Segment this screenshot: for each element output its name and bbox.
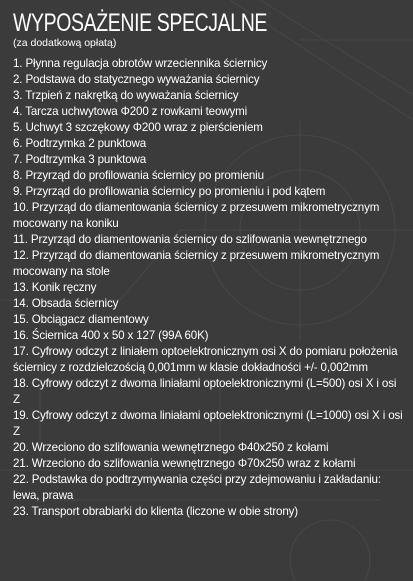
list-item: 9. Przyrząd do profilowania ściernicy po promieniu i pod kątem <box>13 185 326 198</box>
list-item: 14. Obsada ściernicy <box>13 297 119 310</box>
list-item: 2. Podstawa do statycznego wyważania ściernicy <box>13 73 260 86</box>
page-subtitle: (za dodatkową opłatą) <box>13 37 117 49</box>
list-item: 11. Przyrząd do diamentowania ściernicy do szlifowania wewnętrznego <box>13 233 367 246</box>
list-item: 22. Podstawka do podtrzymywania części przy zdejmowaniu i zakładaniu: lewa, prawa <box>13 473 381 502</box>
list-item: 6. Podtrzymka 2 punktowa <box>13 137 147 150</box>
list-item: 3. Trzpień z nakrętką do wyważania ściernicy <box>13 89 239 102</box>
list-item: 17. Cyfrowy odczyt z liniałem optoelektronicznym osi X do pomiaru położenia ściernicy z rozdzielczością 0,001mm w klasie dokładności +/- 0,002mm <box>13 345 398 374</box>
list-item: 12. Przyrząd do diamentowania ściernicy z przesuwem mikrometrycznym mocowany na stole <box>13 249 380 278</box>
list-item: 13. Konik ręczny <box>13 281 97 294</box>
list-item: 15. Obciągacz diamentowy <box>13 313 149 326</box>
list-item: 5. Uchwyt 3 szczękowy Φ200 wraz z pierścieniem <box>13 121 263 134</box>
list-item: 8. Przyrząd do profilowania ściernicy po promieniu <box>13 169 264 182</box>
equipment-list <box>13 56 403 520</box>
list-item: 23. Transport obrabiarki do klienta (liczone w obie strony) <box>13 505 299 518</box>
list-item: 18. Cyfrowy odczyt z dwoma liniałami optoelektronicznymi (L=500) osi X i osi Z <box>13 377 397 406</box>
list-item: 21. Wrzeciono do szlifowania wewnętrznego Φ70x250 wraz z kołami <box>13 457 356 470</box>
page-title: WYPOSAŻENIE SPECJALNE <box>13 9 268 37</box>
list-item: 16. Ściernica 400 x 50 x 127 (99A 60K) <box>13 329 209 342</box>
list-item: 10. Przyrząd do diamentowania ściernicy z przesuwem mikrometrycznym mocowany na koniku <box>13 201 380 230</box>
list-item: 7. Podtrzymka 3 punktowa <box>13 153 147 166</box>
list-item: 19. Cyfrowy odczyt z dwoma liniałami optoelektronicznymi (L=1000) osi X i osi Z <box>13 409 403 438</box>
list-item: 1. Płynna regulacja obrotów wrzeciennika ściernicy <box>13 57 268 70</box>
list-item: 4. Tarcza uchwytowa Φ200 z rowkami teowymi <box>13 105 248 118</box>
list-item: 20. Wrzeciono do szlifowania wewnętrznego Φ40x250 z kołami <box>13 441 329 454</box>
